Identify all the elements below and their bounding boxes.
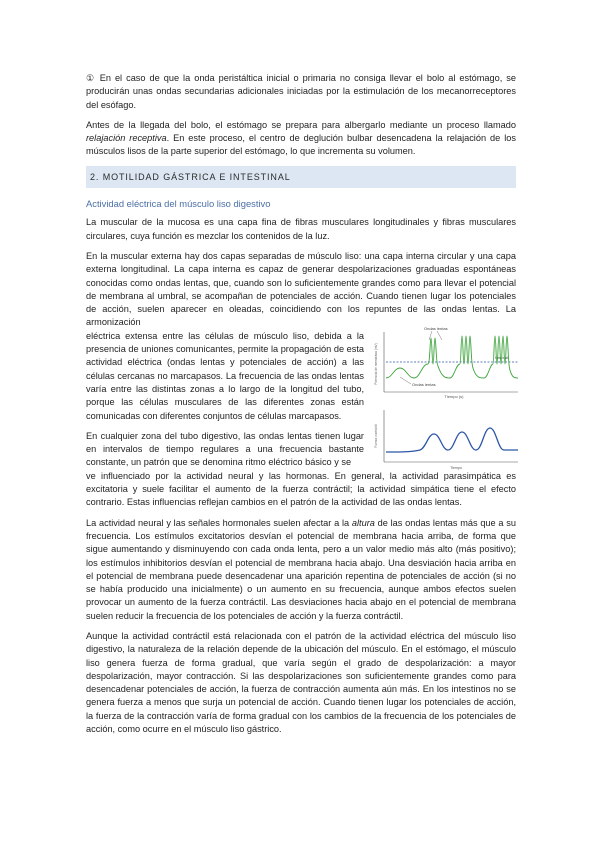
circled-number-icon: ①: [86, 73, 96, 83]
figure-wrap: [86, 325, 516, 470]
subsection-heading: Actividad eléctrica del músculo liso digestivo: [86, 198, 271, 210]
y-axis-label-bottom: Fuerza contráctil: [374, 423, 378, 448]
emphasis-term: altura: [351, 517, 375, 528]
paragraph-text: de las ondas lentas más que a su frecuencia. Los estímulos excitatorios desvían el potencial de membrana hacia arriba, de forma que sigue aumentando y disminuyendo con cada onda lenta, pero a un valor medio más alto (más positivo); los estímulos inhibitorios desvían el potencial de membrana hacia abajo. Una desviación hacia arriba en el potencial de membrana puede desencadenar una aparición repentina de potenciales de acción (si no se había producido una inicialmente) o un aumento en su frecuencia, aunque ambos efectos suelen provocar un aumento de la fuerza contráctil. Las desviaciones hacia abajo en el potencial de membrana suelen reducir la frecuencia de los potenciales de acción y la fuerza contráctil.: [86, 517, 516, 621]
muscular-externa-paragraph: En la muscular externa hay dos capas separadas de músculo liso: una capa interna circular y una capa externa longitudinal. La capa interna es capaz de generar despolarizaciones graduadas espontáneas conocidas como ondas lentas, que, cuando son lo suficientemente grandes como para llevar el potencial de membrana al umbral, se acompañan de potenciales de acción. Cuando tienen lugar los potenciales de acción, suelen aparecer en oleadas, coincidiendo con los repuntes de las ondas lentas. La armonización: [86, 250, 516, 328]
receptive-relaxation-paragraph: [86, 119, 516, 159]
emphasis-term: relajación receptiva: [86, 133, 167, 144]
basic-rhythm-paragraph-start: En cualquier zona del tubo digestivo, las ondas lentas tienen lugar en intervalos de tiempo regulares a una frecuencia bastante constante, un patrón que se denomina ritmo eléctrico básico y se: [86, 430, 364, 468]
contractile-force-plot: [374, 410, 518, 470]
slow-wave-height-paragraph: [86, 517, 516, 623]
slow-waves-label: Ondas lentas: [412, 381, 436, 387]
section-heading: 2. MOTILIDAD GÁSTRICA E INTESTINAL: [86, 166, 516, 188]
document-page: [86, 72, 516, 743]
footnote-paragraph: [86, 72, 516, 112]
slow-wave-figure: [372, 324, 522, 472]
mucosa-paragraph: La muscular de la mucosa es una capa fina de fibras musculares longitudinales y fibras musculares circulares, cuya función es mezclar los contenidos de la luz.: [86, 217, 516, 241]
x-axis-label-bottom: Tiempo: [450, 465, 462, 470]
paragraph-text: . En este proceso, el centro de deglución bulbar desencadena la relajación de los músculos lisos de la parte superior del estómago, lo que incrementa su volumen.: [86, 133, 516, 157]
paragraph-text: La actividad neural y las señales hormonales suelen afectar a la: [86, 517, 352, 528]
footnote-text: En el caso de que la onda peristáltica inicial o primaria no consiga llevar el bolo al estómago, se producirán unas ondas secundarias adicionales iniciadas por la estimulación de los mecanorreceptores del esófago.: [86, 73, 516, 110]
paragraph-text: Antes de la llegada del bolo, el estómago se prepara para albergarlo mediante un proceso llamado: [86, 119, 516, 130]
membrane-potential-plot: [374, 326, 518, 399]
threshold-label: Umbral: [495, 354, 508, 360]
slow-wave-diagram: [372, 324, 522, 472]
basic-rhythm-paragraph-end: ve influenciado por la actividad neural y las hormonas. En general, la actividad parasimpática es excitatoria y suele facilitar el aumento de la fuerza contráctil; la actividad simpática tiene el efecto contrario. Estas influencias reflejan cambios en el patrón de la actividad de las ondas lentas.: [86, 470, 516, 508]
x-axis-label-top: Tiempo (s): [444, 393, 464, 399]
y-axis-label-top: Potencial de membrana (mV): [374, 343, 378, 385]
propagation-paragraph: eléctrica extensa entre las células de músculo liso, debida a la presencia de uniones comunicantes, permite la propagación de esta actividad eléctrica (ondas lentas y potenciales de acción) a las células cercanas no marcapasos. La frecuencia de las ondas lentas varía entre las distintas zonas a lo largo de la longitud del tubo, porque las células musculares de las diferentes zonas están comunicadas con diferentes conjuntos de células marcapasos.: [86, 330, 364, 421]
slow-wave-top-label: Ondas lentas: [424, 325, 448, 331]
contractile-force-trace: [386, 428, 518, 452]
contractile-activity-paragraph: Aunque la actividad contráctil está relacionada con el patrón de la actividad eléctrica del músculo liso digestivo, la naturaleza de la relación depende de la ubicación del músculo. En el estómago, el músculo liso genera fuerza de forma gradual, que varía según el grado de despolarización: a mayor despolarización, mayor contracción. Si las despolarizaciones son suficientemente grandes como para desencadenar potenciales de acción, la fuerza de contracción aumenta aún más. En los intestinos no se genera fuerza a menos que surja un potencial de acción. Cuando tienen lugar los potenciales de acción, la fuerza de la contracción varía de forma gradual con los cambios de la frecuencia de los potenciales de acción, como ocurre en el músculo liso gástrico.: [86, 630, 516, 735]
